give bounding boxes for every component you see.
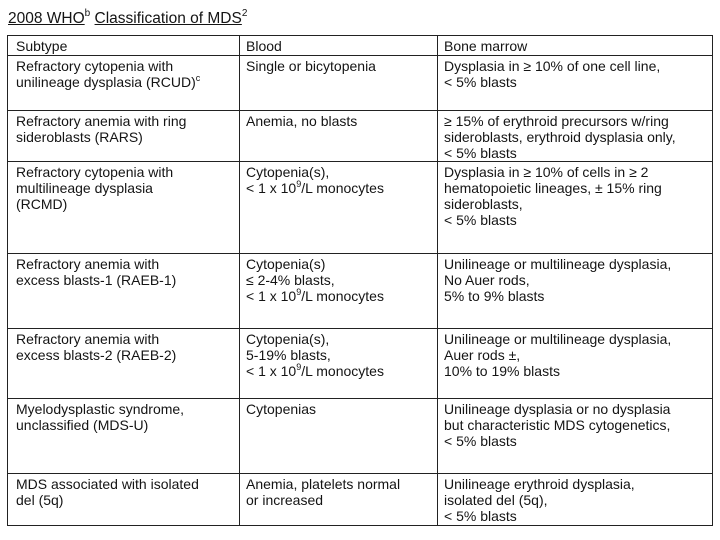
- subtype-cell: Refractory anemia with ring sideroblasts (RARS): [8, 111, 240, 162]
- mds-classification-table: [7, 35, 713, 526]
- bone-marrow-cell: Dysplasia in ≥ 10% of one cell line, < 5% blasts: [438, 56, 713, 111]
- table-row: [8, 162, 713, 254]
- subtype-cell: Refractory cytopenia with unilineage dysplasia (RCUD)$^c$: [8, 56, 240, 111]
- blood-cell: Anemia, platelets normal or increased: [240, 474, 438, 526]
- blood-cell: Cytopenias: [240, 399, 438, 474]
- blood-cell: Single or bicytopenia: [240, 56, 438, 111]
- bone-marrow-cell: ≥ 15% of erythroid precursors w/ring sideroblasts, erythroid dysplasia only, < 5% blasts: [438, 111, 713, 162]
- subtype-cell: Refractory anemia with excess blasts-2 (RAEB-2): [8, 329, 240, 399]
- bone-marrow-cell: Dysplasia in ≥ 10% of cells in ≥ 2 hematopoietic lineages, ± 15% ring sideroblasts, < 5% blasts: [438, 162, 713, 254]
- header-blood: Blood: [240, 36, 438, 56]
- table-row: [8, 111, 713, 162]
- bone-marrow-cell: Unilineage or multilineage dysplasia, No Auer rods, 5% to 9% blasts: [438, 254, 713, 329]
- table-row: [8, 474, 713, 526]
- table-row: [8, 254, 713, 329]
- table-header-row: [8, 36, 713, 56]
- header-subtype: Subtype: [8, 36, 240, 56]
- subtype-cell: Refractory anemia with excess blasts-1 (RAEB-1): [8, 254, 240, 329]
- blood-cell: Cytopenia(s), < 1 x $10^9/L$ monocytes: [240, 162, 438, 254]
- bone-marrow-cell: Unilineage dysplasia or no dysplasia but characteristic MDS cytogenetics, < 5% blasts: [438, 399, 713, 474]
- bone-marrow-cell: Unilineage erythroid dysplasia, isolated del (5q), < 5% blasts: [438, 474, 713, 526]
- table-row: [8, 329, 713, 399]
- title-org-superscript: b: [84, 8, 91, 19]
- table-row: [8, 399, 713, 474]
- subtype-cell: MDS associated with isolated del (5q): [8, 474, 240, 526]
- header-bone-marrow: Bone marrow: [438, 36, 713, 56]
- page-title: [8, 10, 247, 28]
- subtype-cell: Refractory cytopenia with multilineage dysplasia (RCMD): [8, 162, 240, 254]
- table-row: [8, 56, 713, 111]
- title-classification: Classification of MDS: [94, 10, 242, 27]
- subtype-cell: Myelodysplastic syndrome, unclassified (MDS-U): [8, 399, 240, 474]
- bone-marrow-cell: Unilineage or multilineage dysplasia, Auer rods ±, 10% to 19% blasts: [438, 329, 713, 399]
- title-classification-superscript: 2: [241, 8, 248, 19]
- blood-cell: Cytopenia(s) ≤ 2-4% blasts, < 1 x $10^9/L$ monocytes: [240, 254, 438, 329]
- blood-cell: Cytopenia(s), 5-19% blasts, < 1 x $10^9/L$ monocytes: [240, 329, 438, 399]
- blood-cell: Anemia, no blasts: [240, 111, 438, 162]
- title-org: 2008 WHO: [8, 10, 85, 27]
- footnote-superscript: c: [195, 73, 201, 83]
